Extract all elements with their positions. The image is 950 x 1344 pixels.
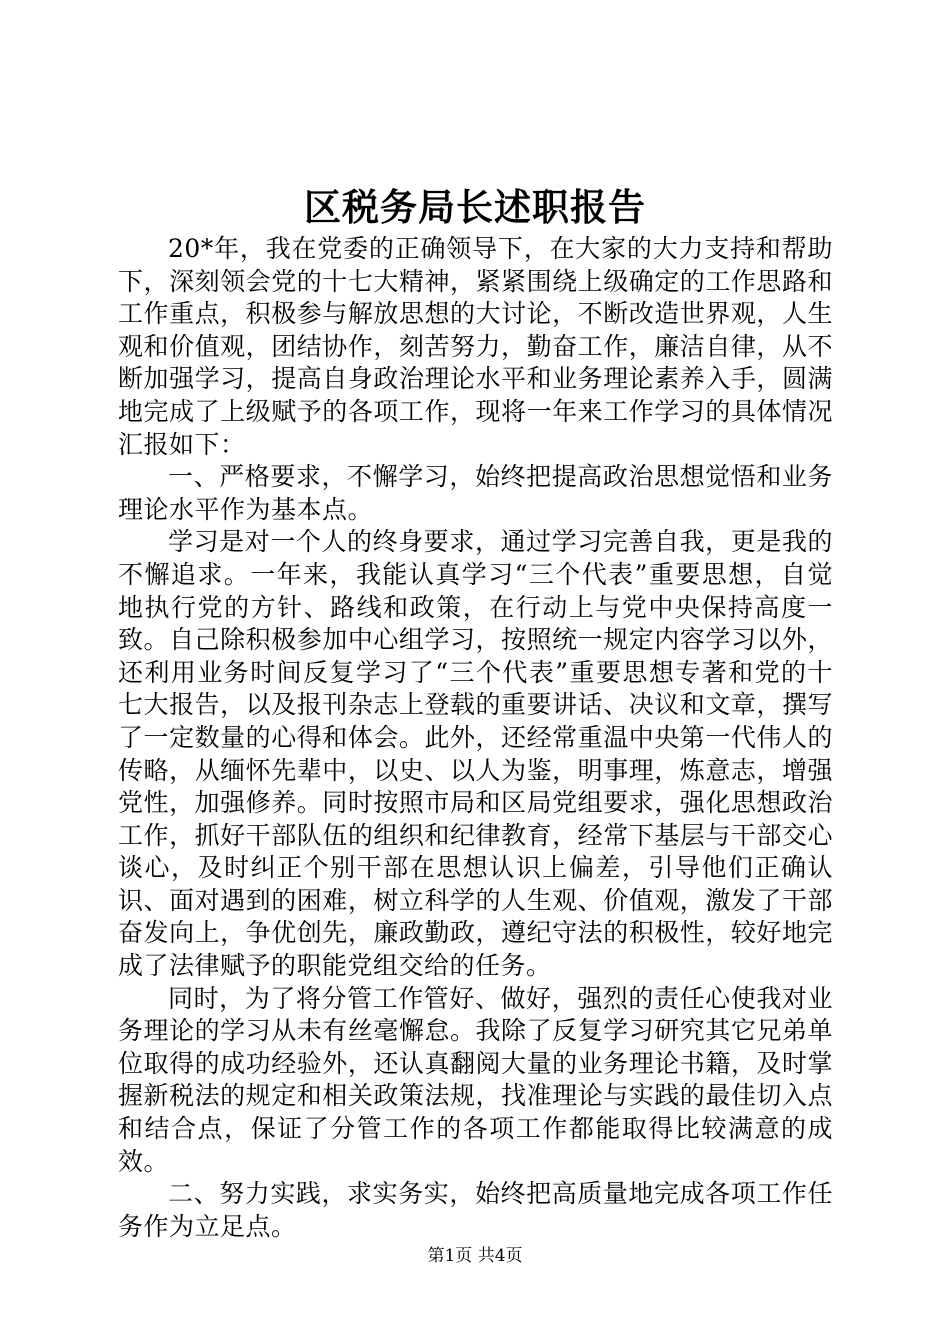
section-heading-1: 一、严格要求，不懈学习，始终把提高政治思想觉悟和业务理论水平作为基本点。 [118,462,833,524]
paragraph-study: 学习是对一个人的终身要求，通过学习完善自我，更是我的不懈追求。一年来，我能认真学习“三个代表”重要思想，自觉地执行党的方针、路线和政策，在行动上与党中央保持高度一致。自己除积极参加中心组学习，按照统一规定内容学习以外，还利用业务时间反复学习了“三个代表”重要思想专著和党的十七大报告，以及报刊杂志上登载的重要讲话、决议和文章，撰写了一定数量的心得和体会。此外，还经常重温中央第一代伟人的传略，从缅怀先辈中，以史、以人为鉴，明事理，炼意志，增强党性，加强修养。同时按照市局和区局党组要求，强化思想政治工作，抓好干部队伍的组织和纪律教育，经常下基层与干部交心谈心，及时纠正个别干部在思想认识上偏差，引导他们正确认识、面对遇到的困难，树立科学的人生观、价值观，激发了干部奋发向上，争优创先，廉政勤政，遵纪守法的积极性，较好地完成了法律赋予的职能党组交给的任务。 [118,527,833,981]
paragraph-business-theory: 同时，为了将分管工作管好、做好，强烈的责任心使我对业务理论的学习从未有丝毫懈怠。我除了反复学习研究其它兄弟单位取得的成功经验外，还认真翻阅大量的业务理论书籍，及时掌握新税法的规定和相关政策法规，找准理论与实践的最佳切入点和结合点，保证了分管工作的各项工作都能取得比较满意的成效。 [118,983,833,1176]
document-title: 区税务局长述职报告 [304,185,646,229]
paragraph-intro: 20*年，我在党委的正确领导下，在大家的大力支持和帮助下，深刻领会党的十七大精神，紧紧围绕上级确定的工作思路和工作重点，积极参与解放思想的大讨论，不断改造世界观，人生观和价值观，团结协作，刻苦努力，勤奋工作，廉洁自律，从不断加强学习，提高自身政治理论水平和业务理论素养入手，圆满地完成了上级赋予的各项工作，现将一年来工作学习的具体情况汇报如下： [118,234,833,459]
section-heading-2: 二、努力实践，求实务实，始终把高质量地完成各项工作任务作为立足点。 [118,1179,833,1241]
document-body [118,233,833,1243]
page-footer: 第1页 共4页 [427,1246,523,1266]
